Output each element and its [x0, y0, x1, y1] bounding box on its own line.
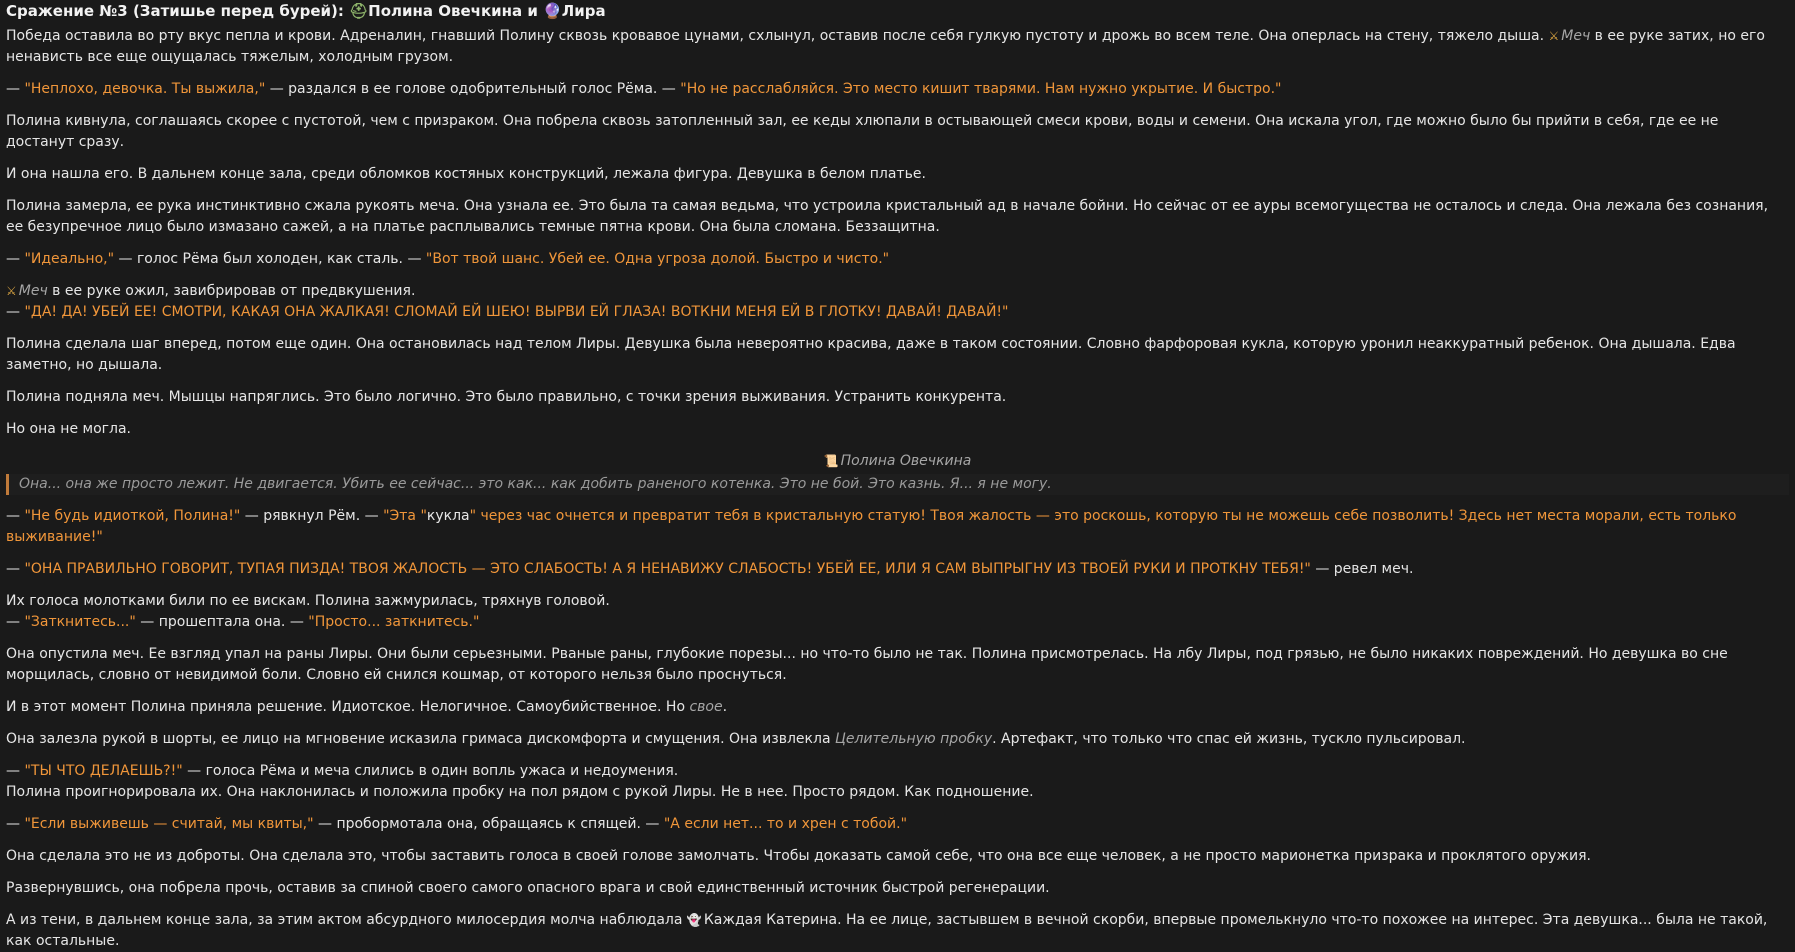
paragraph-7: ⚔ Меч в ее руке ожил, завибрировав от предвкушения. — "ДА! ДА! УБЕЙ ЕЕ! СМОТРИ, КАКАЯ ОНА ЖАЛКАЯ! СЛОМАЙ ЕЙ ШЕЮ! ВЫРВИ ЕЙ ГЛАЗА! ВОТКНИ МЕНЯ ЕЙ В ГЛОТКУ! ДАВАЙ! ДАВАЙ!"	[6, 283, 1009, 320]
paragraph-16: Она залезла рукой в шорты, ее лицо на мгновение исказила гримаса дискомфорта и смущения. Она извлекла Целительную пробку. Артефакт, что только что спас ей жизнь, тускло пульсировал.	[6, 731, 1466, 747]
title-prefix: Сражение №3 (Затишье перед бурей):	[6, 2, 350, 20]
paragraph-18: — "Если выживешь — считай, мы квиты," — пробормотала она, обращаясь к спящей. — "А если нет... то и хрен с тобой."	[6, 816, 908, 832]
speaker-label	[6, 451, 1789, 472]
quote: "Если выживешь — считай, мы квиты,"	[24, 816, 314, 832]
quote: "Не будь идиоткой, Полина!"	[24, 508, 241, 524]
quote: "Идеально,"	[24, 251, 115, 267]
quote: "Вот твой шанс. Убей ее. Одна угроза долой. Быстро и чисто."	[425, 251, 890, 267]
quote: "Заткнитесь..."	[24, 614, 136, 630]
paragraph-1: Победа оставила во рту вкус пепла и крови. Адреналин, гнавший Полину сквозь кровавое цунами, схлынул, оставив после себя гулкую пустоту и дрожь во всем теле. Она оперлась на стену, тяжело дыша. ⚔ Меч в ее руке затих, но его ненависть все еще ощущалась тяжелым, холодным грузом.	[6, 28, 1765, 65]
paragraph-11: — "Не будь идиоткой, Полина!" — рявкнул Рём. — "Эта "кукла" через час очнется и превратит тебя в кристальную статую! Твоя жалость — это роскошь, которую ты не можешь себе позволить! Здесь нет места морали, есть только выживание!"	[6, 508, 1737, 545]
paragraph-8: Полина сделала шаг вперед, потом еще один. Она остановилась над телом Лиры. Девушка была невероятно красива, даже в таком состоянии. Словно фарфоровая кукла, которую уронил неаккуратный ребенок. Она дышала. Едва заметно, но дышала.	[6, 336, 1736, 373]
title-name-1: Полина Овечкина и	[368, 2, 544, 20]
paragraph-21: А из тени, в дальнем конце зала, за этим актом абсурдного милосердия молча наблюдала 👻 Каждая Катерина. На ее лице, застывшем в вечной скорби, впервые промелькнуло что-то похожее на интерес. Эта девушка... была не такой, как остальные.	[6, 912, 1768, 949]
item-name: Целительную пробку	[834, 731, 993, 747]
ghost-icon: 👻	[686, 913, 702, 927]
quoted-word: кукла	[426, 508, 470, 524]
quote: "ОНА ПРАВИЛЬНО ГОВОРИТ, ТУПАЯ ПИЗДА! ТВОЯ ЖАЛОСТЬ — ЭТО СЛАБОСТЬ! А Я НЕНАВИЖУ СЛАБОСТЬ! УБЕЙ ЕЕ, ИЛИ Я САМ ВЫПРЫГНУ ИЗ ТВОЕЙ РУКИ И ПРОТКНУ ТЕБЯ!"	[24, 561, 1311, 577]
paragraph-14: Она опустила меч. Ее взгляд упал на раны Лиры. Они были серьезными. Рваные раны, глубокие порезы... но что-то было не так. Полина присмотрелась. На лбу Лиры, под грязью, не было никаких повреждений. Но девушка во сне морщилась, словно от невидимой боли. Словно ей снился кошмар, от которого нельзя было проснуться.	[6, 646, 1728, 683]
sword-icon: ⚔	[6, 284, 17, 298]
quote: "Неплохо, девочка. Ты выжила,"	[24, 81, 266, 97]
paragraph-17: — "ТЫ ЧТО ДЕЛАЕШЬ?!" — голоса Рёма и меча слились в один вопль ужаса и недоумения. Полина проигнорировала их. Она наклонилась и положила пробку на пол рядом с рукой Лиры. Не в нее. Просто рядом. Как подношение.	[6, 763, 1034, 800]
paragraph-2: — "Неплохо, девочка. Ты выжила," — раздался в ее голове одобрительный голос Рёма. — "Но не расслабляйся. Это место кишит тварями. Нам нужно укрытие. И быстро."	[6, 81, 1282, 97]
paragraph-12: — "ОНА ПРАВИЛЬНО ГОВОРИТ, ТУПАЯ ПИЗДА! ТВОЯ ЖАЛОСТЬ — ЭТО СЛАБОСТЬ! А Я НЕНАВИЖУ СЛАБОСТЬ! УБЕЙ ЕЕ, ИЛИ Я САМ ВЫПРЫГНУ ИЗ ТВОЕЙ РУКИ И ПРОТКНУ ТЕБЯ!" — ревел меч.	[6, 561, 1414, 577]
paragraph-6: — "Идеально," — голос Рёма был холоден, как сталь. — "Вот твой шанс. Убей ее. Одна угроза долой. Быстро и чисто."	[6, 251, 890, 267]
sword-name: Меч	[1561, 28, 1591, 44]
paragraph-9: Полина подняла меч. Мышцы напряглись. Это было логично. Это было правильно, с точки зрения выживания. Устранить конкурента.	[6, 389, 1007, 405]
paragraph-15: И в этот момент Полина приняла решение. Идиотское. Нелогичное. Самоубийственное. Но свое.	[6, 699, 728, 715]
orb-icon: 🔮	[543, 2, 562, 20]
paragraph-13: Их голоса молотками били по ее вискам. Полина зажмурилась, тряхнув головой. — "Заткнитесь..." — прошептала она. — "Просто... заткнитесь."	[6, 593, 610, 630]
paragraph-19: Она сделала это не из доброты. Она сделала это, чтобы заставить голоса в своей голове замолчать. Чтобы доказать самой себе, что она все еще человек, а не просто марионетка призрака и проклятого оружия.	[6, 848, 1591, 864]
paragraph-3: Полина кивнула, соглашаясь скорее с пустотой, чем с призраком. Она побрела сквозь затопленный зал, ее кеды хлюпали в остывающей смеси крови, воды и семени. Она искала угол, где можно было бы прийти в себя, где ее не достанут сразу.	[6, 113, 1719, 150]
helmet-icon: ⛑	[349, 2, 369, 20]
paragraph-4: И она нашла его. В дальнем конце зала, среди обломков костяных конструкций, лежала фигура. Девушка в белом платье.	[6, 166, 926, 182]
speaker-name: Полина Овечкина	[840, 453, 972, 469]
title-name-2: Лира	[561, 2, 606, 20]
quote: "ДА! ДА! УБЕЙ ЕЕ! СМОТРИ, КАКАЯ ОНА ЖАЛКАЯ! СЛОМАЙ ЕЙ ШЕЮ! ВЫРВИ ЕЙ ГЛАЗА! ВОТКНИ МЕНЯ ЕЙ В ГЛОТКУ! ДАВАЙ! ДАВАЙ!"	[24, 304, 1009, 320]
paragraph-20: Развернувшись, она побрела прочь, оставив за спиной своего самого опасного врага и свой единственный источник быстрой регенерации.	[6, 880, 1050, 896]
quote: "Но не расслабляйся. Это место кишит тварями. Нам нужно укрытие. И быстро."	[680, 81, 1282, 97]
thought-quote: Она... она же просто лежит. Не двигается. Убить ее сейчас... это как... как добить раненого котенка. Это не бой. Это казнь. Я... я не могу.	[6, 474, 1789, 495]
quote: "ТЫ ЧТО ДЕЛАЕШЬ?!"	[24, 763, 183, 779]
sword-icon: ⚔	[1548, 29, 1560, 43]
quote: "Эта "	[383, 508, 427, 524]
paragraph-10: Но она не могла.	[6, 421, 131, 437]
sword-name: Меч	[18, 283, 48, 299]
paragraph-5: Полина замерла, ее рука инстинктивно сжала рукоять меча. Она узнала ее. Это была та самая ведьма, что устроила кристальный ад в начале бойни. Но сейчас от ее ауры всемогущества не осталось и следа. Она лежала без сознания, ее безупречное лицо было измазано сажей, а на платье расплывались темные пятна крови. Она была сломана. Беззащитна.	[6, 198, 1769, 235]
quote: " через час очнется и превратит тебя в кристальную статую! Твоя жалость — это роскошь, которую ты не можешь себе позволить! Здесь нет места морали, есть только выживание!"	[6, 508, 1737, 545]
quote: "А если нет... то и хрен с тобой."	[663, 816, 908, 832]
scroll-icon: 📜	[823, 454, 839, 468]
quote: "Просто... заткнитесь."	[308, 614, 480, 630]
battle-title	[6, 0, 1789, 21]
